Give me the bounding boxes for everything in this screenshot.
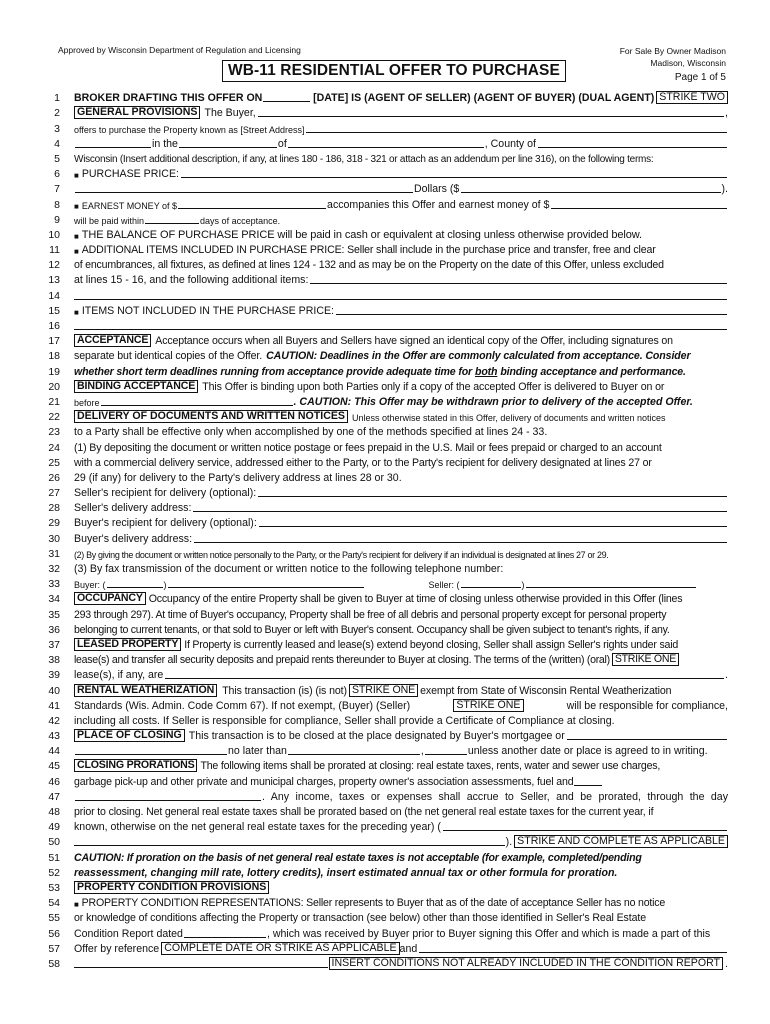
condition-report-dated-label: Condition Report dated — [74, 927, 183, 940]
seller-fax-number-blank[interactable] — [526, 586, 696, 588]
seller-fax-label: Seller: ( — [428, 580, 460, 591]
bullet-icon: ■ — [74, 247, 79, 257]
compliance-text: will be responsible for compliance, — [566, 699, 728, 712]
rental-weatherization-heading: RENTAL WEATHERIZATION — [74, 684, 217, 697]
line-number: 48 — [48, 806, 60, 818]
line-number: 40 — [48, 684, 60, 697]
closing-year-blank[interactable] — [425, 753, 467, 755]
delivery-method-2: (2) By giving the document or written notice personally to the Party, or the Party's recipient for delivery if an individual is designated at lines 27 or 29. — [74, 549, 609, 560]
line-number: 38 — [48, 654, 60, 667]
proration-caution-2: reassessment, changing mill rate, lottery credits), insert estimated annual tax or other formula for proration. — [74, 866, 618, 879]
line-number: 26 — [48, 471, 60, 484]
form-line-38 — [38, 651, 728, 666]
in-the-label: in the — [152, 137, 178, 150]
line-number: 27 — [48, 487, 60, 500]
form-line-5 — [38, 150, 728, 165]
line-number: 44 — [48, 745, 60, 758]
and-label: and — [399, 942, 418, 955]
buyer-recipient-blank[interactable] — [259, 526, 727, 527]
bullet-icon: ■ — [74, 171, 79, 181]
purchase-price-text-blank[interactable] — [75, 191, 413, 193]
line-number: 51 — [48, 851, 60, 864]
form-line-11 — [38, 241, 728, 256]
line-number: 6 — [54, 168, 60, 181]
paren-close: ). — [505, 836, 513, 849]
line-number: 36 — [48, 623, 60, 636]
delivery-method-1b: with a commercial delivery service, addressed either to the Party, or to the Party's recipient for delivery designated at lines 27 or — [74, 456, 652, 469]
form-line-56 — [38, 924, 728, 939]
city-blank[interactable] — [288, 146, 484, 148]
form-line-1 — [38, 89, 728, 104]
buyer-fax-label: Buyer: ( — [74, 580, 106, 591]
strike-one-box: STRIKE ONE — [349, 684, 418, 697]
line-number: 12 — [48, 259, 60, 272]
line-number: 2 — [54, 107, 60, 120]
line-number: 39 — [48, 669, 60, 682]
fixtures-text: of encumbrances, all fixtures, as defined at lines 124 - 132 and as may be on the Property on the date of this Offer, unless excluded — [74, 259, 664, 272]
line-number: 53 — [48, 881, 60, 894]
comma: , — [420, 745, 424, 758]
agent-options: [DATE] IS (AGENT OF SELLER) (AGENT OF BUYER) (DUAL AGENT) — [313, 92, 655, 105]
occupancy-text: Occupancy of the entire Property shall be given to Buyer at time of closing unless otherwise provided in this Offer (lines — [148, 593, 683, 606]
purchase-price-amount-blank[interactable] — [461, 192, 720, 193]
form-line-53 — [38, 879, 728, 894]
line-number: 15 — [48, 304, 60, 317]
condition-representations: PROPERTY CONDITION REPRESENTATIONS: Seller represents to Buyer that as of the date of acceptance Seller has no notice — [81, 897, 666, 910]
occupancy-text-3: belonging to current tenants, or that sold to Buyer or left with Buyer's consent. Occupancy shall be given subject to tenant's rights, if any. — [74, 623, 670, 636]
line-number: 33 — [48, 578, 60, 591]
proration-formula-blank-2[interactable] — [74, 845, 505, 846]
acceptance-text: Acceptance occurs when all Buyers and Sellers have signed an identical copy of the Offer, including signatures on — [155, 335, 673, 348]
prorations-other-blank[interactable] — [574, 784, 602, 786]
municipality-name-blank[interactable] — [179, 146, 277, 148]
page-number: Page 1 of 5 — [674, 72, 726, 83]
bullet-icon: ■ — [74, 307, 79, 317]
county-label: , County of — [484, 137, 536, 150]
form-line-16 — [38, 317, 728, 332]
earnest-money-label: EARNEST MONEY of $ — [81, 200, 178, 211]
form-line-55 — [38, 909, 728, 924]
buyer-label: The Buyer, — [204, 107, 256, 120]
form-line-39 — [38, 666, 728, 681]
form-line-22 — [38, 408, 728, 423]
seller-info — [620, 45, 726, 84]
comma: , — [725, 107, 728, 120]
form-line-10 — [38, 226, 728, 241]
form-line-30 — [38, 529, 728, 544]
form-line-6 — [38, 165, 728, 180]
form-body — [38, 89, 728, 970]
withdrawal-caution: . CAUTION: This Offer may be withdrawn prior to delivery of the accepted Offer. — [293, 395, 693, 408]
street-address-label: offers to purchase the Property known as [Street Address] — [74, 124, 305, 135]
form-line-50 — [38, 833, 728, 848]
seller-address-label: Seller's delivery address: — [74, 502, 192, 515]
deadline-caution: CAUTION: Deadlines in the Offer are commonly calculated from acceptance. Consider — [266, 350, 691, 363]
street-address-blank[interactable] — [306, 132, 727, 133]
strike-two-box: STRIKE TWO — [656, 91, 728, 104]
form-line-27 — [38, 484, 728, 499]
period: . — [725, 669, 728, 682]
line-number: 58 — [48, 957, 60, 970]
form-line-17 — [38, 332, 728, 347]
days-blank[interactable] — [145, 222, 199, 224]
line-number: 22 — [48, 411, 60, 424]
prorations-text-3: . Any income, taxes or expenses shall accrue to Seller, and be prorated, through the day — [262, 790, 728, 803]
place-of-closing-text: This transaction is to be closed at the place designated by Buyer's mortgagee or — [188, 730, 565, 743]
line-number: 4 — [54, 137, 60, 150]
weatherization-text-2: exempt from State of Wisconsin Rental Weatherization — [420, 684, 672, 697]
closing-place-blank[interactable] — [567, 739, 727, 740]
form-line-42 — [38, 712, 728, 727]
form-line-28 — [38, 499, 728, 514]
form-line-9 — [38, 211, 728, 226]
condition-text-2: or knowledge of conditions affecting the Property or transaction (see below) other than those identified in Seller's Real Estate — [74, 912, 647, 925]
seller-line-1: For Sale By Owner Madison — [619, 46, 726, 56]
both-emphasis: both — [475, 365, 498, 378]
bullet-icon: ■ — [74, 201, 79, 211]
line-number: 13 — [48, 274, 60, 287]
form-line-44 — [38, 742, 728, 757]
delivery-text-2: to a Party shall be effective only when accomplished by one of the methods specified at lines 24 - 33. — [74, 426, 548, 439]
conditions-blank[interactable] — [419, 952, 727, 953]
binding-deadline-blank[interactable] — [101, 404, 293, 406]
line-number: 3 — [54, 122, 60, 135]
seller-recipient-label: Seller's recipient for delivery (optional): — [74, 487, 257, 500]
closing-date-blank[interactable] — [288, 753, 420, 755]
line-number: 32 — [48, 563, 60, 575]
line-number: 7 — [54, 183, 60, 196]
acceptance-text-2: separate but identical copies of the Offer. — [74, 350, 263, 363]
general-provisions-heading: GENERAL PROVISIONS — [74, 106, 200, 119]
line-number: 16 — [48, 320, 60, 332]
form-line-26 — [38, 469, 728, 484]
form-line-45 — [38, 757, 728, 772]
line-number: 30 — [48, 532, 60, 545]
buyer-recipient-label: Buyer's recipient for delivery (optional): — [74, 517, 257, 530]
line-number: 17 — [48, 335, 60, 348]
delivery-heading: DELIVERY OF DOCUMENTS AND WRITTEN NOTICES — [74, 410, 348, 423]
compliance-text-2: including all costs. If Seller is responsible for compliance, Seller shall provide a Certificate of Compliance at closing. — [74, 714, 615, 727]
paren: ) — [521, 580, 525, 591]
standards-text: Standards (Wis. Admin. Code Comm 67). If not exempt, (Buyer) (Seller) — [74, 699, 411, 712]
line-number: 11 — [49, 244, 60, 257]
additional-items-blank-2[interactable] — [74, 299, 727, 300]
additional-description: Wisconsin (Insert additional description, if any, at lines 180 - 186, 318 - 321 or attach as an addendum per line 316), on the following terms: — [74, 153, 654, 165]
line-number: 46 — [48, 775, 60, 788]
condition-report-date-blank[interactable] — [184, 936, 266, 938]
form-line-14 — [38, 286, 728, 301]
balance-provision: THE BALANCE OF PURCHASE PRICE will be paid in cash or equivalent at closing unless otherwise provided below. — [81, 228, 642, 241]
form-line-24 — [38, 438, 728, 453]
acceptance-heading: ACCEPTANCE — [74, 334, 151, 347]
line-number: 34 — [48, 593, 60, 606]
condition-text-3: , which was received by Buyer prior to Buyer signing this Offer and which is made a part of this — [266, 927, 711, 940]
period: . — [725, 957, 728, 970]
line-number: 42 — [48, 714, 60, 727]
offer-by-reference-label: Offer by reference — [74, 942, 160, 955]
prorations-other-blank-2[interactable] — [75, 799, 261, 801]
form-line-37 — [38, 636, 728, 651]
line-number: 1 — [54, 92, 60, 105]
form-line-12 — [38, 256, 728, 271]
deadline-caution-3: binding acceptance and performance. — [500, 365, 686, 378]
occupancy-heading: OCCUPANCY — [74, 592, 146, 605]
seller-line-2: Madison, Wisconsin — [650, 58, 726, 68]
delivery-method-3: (3) By fax transmission of the document or written notice to the following telephone number: — [74, 563, 504, 575]
form-line-40 — [38, 681, 728, 696]
form-line-36 — [38, 621, 728, 636]
bullet-icon: ■ — [74, 231, 79, 241]
deadline-caution-2: whether short term deadlines running from acceptance provide adequate time for — [74, 365, 473, 378]
form-line-54 — [38, 894, 728, 909]
form-line-29 — [38, 514, 728, 529]
additional-items-label: at lines 15 - 16, and the following additional items: — [74, 274, 309, 287]
line-number: 23 — [48, 426, 60, 439]
line-number: 56 — [48, 927, 60, 940]
seller-recipient-blank[interactable] — [258, 496, 727, 497]
form-line-4 — [38, 135, 728, 150]
form-line-18 — [38, 347, 728, 362]
form-line-21 — [38, 393, 728, 408]
leased-property-text: If Property is currently leased and lease(s) extend beyond closing, Seller shall assign Seller's rights under said — [184, 638, 679, 651]
form-line-15 — [38, 302, 728, 317]
form-line-3 — [38, 119, 728, 134]
additional-items-blank[interactable] — [310, 283, 727, 284]
form-line-51 — [38, 848, 728, 863]
line-number: 50 — [48, 836, 60, 849]
form-line-8 — [38, 195, 728, 210]
buyer-name-blank[interactable] — [258, 116, 724, 117]
form-line-19 — [38, 362, 728, 377]
insert-conditions-box: INSERT CONDITIONS NOT ALREADY INCLUDED IN THE CONDITION REPORT — [329, 957, 724, 970]
line-number: 45 — [48, 760, 60, 773]
line-number: 5 — [54, 152, 60, 165]
line-number: 35 — [48, 608, 60, 621]
line-number: 19 — [48, 365, 60, 378]
line-number: 52 — [48, 866, 60, 879]
form-line-46 — [38, 772, 728, 787]
seller-address-blank[interactable] — [193, 511, 727, 512]
form-line-25 — [38, 454, 728, 469]
items-not-included-label: ITEMS NOT INCLUDED IN THE PURCHASE PRICE: — [81, 304, 334, 317]
line-number: 31 — [48, 547, 60, 560]
form-line-52 — [38, 864, 728, 879]
form-line-47 — [38, 788, 728, 803]
binding-acceptance-text: This Offer is binding upon both Parties only if a copy of the accepted Offer is delivered to Buyer on or — [202, 380, 665, 393]
line-number: 43 — [48, 730, 60, 743]
proration-caution: CAUTION: If proration on the basis of net general real estate taxes is not acceptable (for example, completed/pending — [74, 851, 642, 864]
leased-property-heading: LEASED PROPERTY — [74, 638, 181, 651]
paren-close: ). — [721, 183, 728, 196]
bullet-icon: ■ — [74, 900, 79, 910]
items-not-included-blank[interactable] — [336, 314, 727, 315]
dollars-label: Dollars ($ — [414, 183, 460, 196]
line-number: 37 — [48, 638, 60, 651]
line-number: 18 — [48, 350, 60, 363]
line-number: 14 — [48, 289, 60, 302]
buyer-address-label: Buyer's delivery address: — [74, 532, 193, 545]
closing-place-blank-2[interactable] — [75, 753, 227, 755]
form-line-34 — [38, 590, 728, 605]
place-of-closing-heading: PLACE OF CLOSING — [74, 729, 185, 742]
delivery-method-1: (1) By depositing the document or written notice postage or fees prepaid in the U.S. Mail or fees prepaid or charged to an account — [74, 441, 662, 454]
strike-one-box: STRIKE ONE — [612, 653, 679, 666]
earnest-money-accompanies: accompanies this Offer and earnest money of $ — [327, 198, 550, 211]
purchase-price-label: PURCHASE PRICE: — [81, 168, 179, 181]
items-not-included-blank-2[interactable] — [74, 329, 727, 330]
conditions-blank-2[interactable] — [74, 967, 328, 968]
buyer-address-blank[interactable] — [194, 542, 727, 543]
county-blank[interactable] — [538, 147, 727, 148]
strike-one-box: STRIKE ONE — [453, 699, 523, 712]
additional-items-provision: ADDITIONAL ITEMS INCLUDED IN PURCHASE PRICE: Seller shall include in the purchase price and transfer, free and clear — [81, 244, 656, 257]
proration-formula-blank[interactable] — [443, 830, 727, 831]
form-title: WB-11 RESIDENTIAL OFFER TO PURCHASE — [222, 60, 566, 82]
approval-note: Approved by Wisconsin Department of Regulation and Licensing — [58, 45, 301, 55]
line-number: 9 — [54, 213, 60, 226]
form-line-32 — [38, 560, 728, 575]
line-number: 25 — [48, 456, 60, 469]
property-condition-heading: PROPERTY CONDITION PROVISIONS — [74, 881, 269, 894]
line-number: 47 — [48, 790, 60, 803]
additional-earnest-money-blank[interactable] — [551, 208, 727, 209]
line-number: 10 — [48, 228, 60, 241]
line-number: 28 — [48, 502, 60, 515]
form-line-31 — [38, 545, 728, 560]
prorations-text-4: prior to closing. Net general real estate taxes shall be prorated based on (the net general real estate taxes for the current year, if — [74, 806, 654, 818]
line-number: 20 — [48, 380, 60, 393]
prorations-text-5: known, otherwise on the net general real estate taxes for the preceding year) ( — [74, 821, 441, 834]
buyer-fax-number-blank[interactable] — [168, 586, 364, 588]
no-later-than-label: no later than — [228, 745, 287, 758]
form-line-41 — [38, 697, 728, 712]
of-label: of — [277, 137, 287, 150]
form-line-57 — [38, 940, 728, 955]
earnest-money-blank[interactable] — [178, 207, 326, 209]
lease-terms-blank[interactable] — [165, 678, 724, 679]
paren: ) — [163, 580, 167, 591]
form-line-23 — [38, 423, 728, 438]
buyer-fax-area-blank[interactable] — [107, 586, 163, 588]
date-blank[interactable] — [263, 100, 310, 102]
line-number: 57 — [48, 942, 60, 955]
line-number: 29 — [48, 517, 60, 530]
unless-agreed-text: unless another date or place is agreed to in writing. — [467, 745, 708, 758]
form-line-35 — [38, 605, 728, 620]
form-line-43 — [38, 727, 728, 742]
closing-prorations-heading: CLOSING PRORATIONS — [74, 759, 197, 772]
form-line-33 — [38, 575, 728, 590]
binding-acceptance-heading: BINDING ACCEPTANCE — [74, 380, 198, 393]
paid-within-label: will be paid within — [74, 215, 145, 226]
form-line-48 — [38, 803, 728, 818]
purchase-price-words-blank[interactable] — [181, 177, 727, 178]
occupancy-text-2: 293 through 297). At time of Buyer's occupancy, Property shall be free of all debris and personal property except for personal property — [74, 608, 667, 621]
form-line-49 — [38, 818, 728, 833]
line-number: 49 — [48, 821, 60, 834]
before-label: before — [74, 397, 100, 408]
leased-property-text-2: lease(s) and transfer all security deposits and prepaid rents thereunder to Buyer at closing. The terms of the (written) (oral) — [74, 654, 610, 667]
days-acceptance-label: days of acceptance. — [200, 215, 281, 226]
line-number: 24 — [48, 441, 60, 454]
form-line-58 — [38, 955, 728, 970]
form-line-20 — [38, 378, 728, 393]
form-line-13 — [38, 271, 728, 286]
delivery-method-1c: 29 (if any) for delivery to the Party's delivery address at lines 28 or 30. — [74, 471, 402, 484]
line-number: 55 — [48, 912, 60, 925]
complete-date-box: COMPLETE DATE OR STRIKE AS APPLICABLE — [161, 942, 399, 955]
line-number: 41 — [48, 699, 60, 712]
delivery-text: Unless otherwise stated in this Offer, delivery of documents and written notices — [352, 413, 666, 424]
lease-terms-label: lease(s), if any, are — [74, 669, 164, 682]
line-number: 21 — [48, 395, 60, 408]
line-number: 8 — [54, 198, 60, 211]
form-line-2 — [38, 104, 728, 119]
form-line-7 — [38, 180, 728, 195]
seller-fax-area-blank[interactable] — [461, 586, 521, 588]
weatherization-text: This transaction (is) (is not) — [222, 684, 347, 697]
municipality-type-blank[interactable] — [75, 146, 151, 148]
line-number: 54 — [48, 897, 60, 910]
prorations-text: The following items shall be prorated at closing: real estate taxes, rents, water and sewer use charges, — [200, 760, 661, 773]
prorations-text-2: garbage pick-up and other private and municipal charges, property owner's association assessments, fuel and — [74, 775, 574, 788]
broker-drafting-label: BROKER DRAFTING THIS OFFER ON — [74, 92, 263, 105]
strike-complete-box: STRIKE AND COMPLETE AS APPLICABLE — [514, 835, 728, 848]
